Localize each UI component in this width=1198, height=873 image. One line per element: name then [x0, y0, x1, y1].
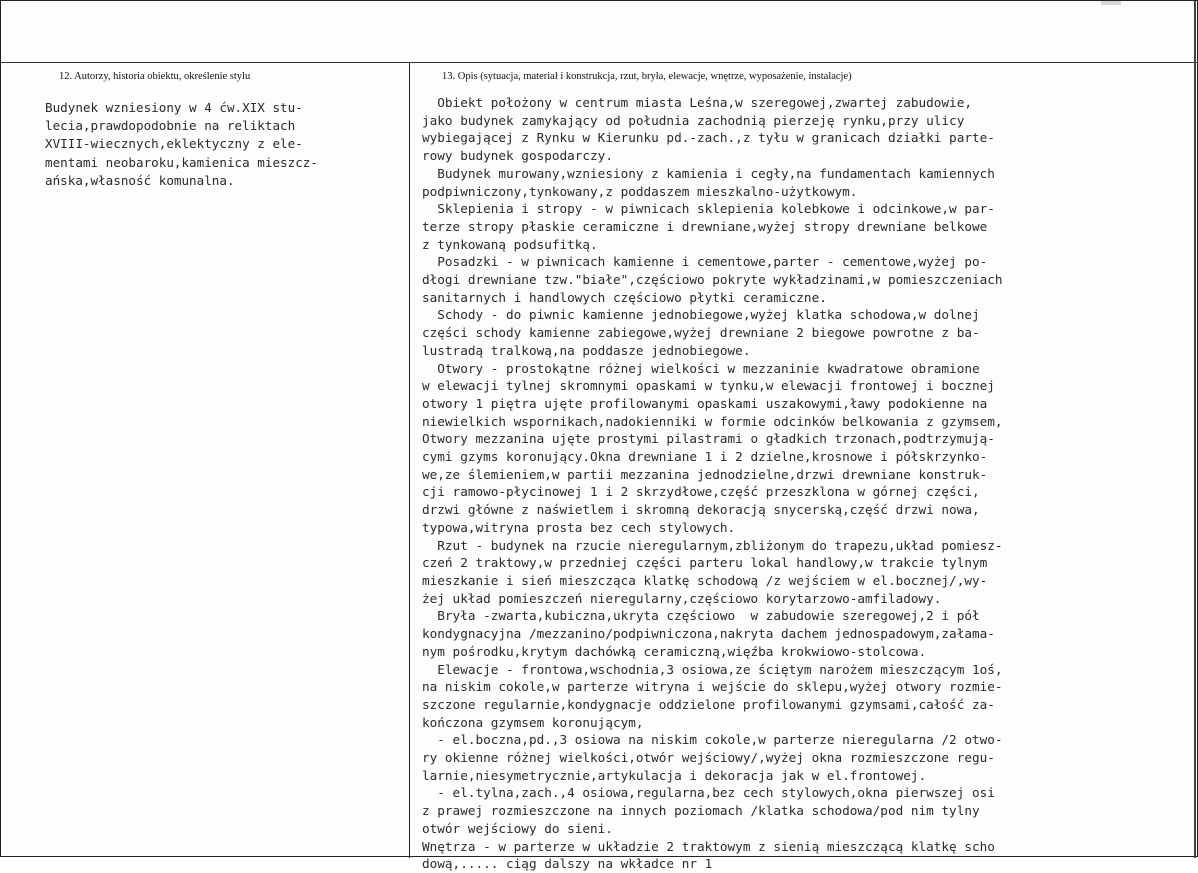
right-border	[1194, 1, 1196, 858]
section-12-title: 12. Autorzy, historia obiektu, określenie stylu	[59, 71, 251, 82]
section-13-title: 13. Opis (sytuacja, materiał i konstrukcja, rzut, bryła, elewacje, wnętrze, wyposażenie, instalacje)	[442, 71, 852, 82]
edge-mark	[1101, 1, 1121, 5]
column-divider	[409, 63, 410, 858]
header-rule	[1, 62, 1198, 63]
section-12-text: Budynek wzniesiony w 4 ćw.XIX stu- lecia,prawdopodobnie na reliktach XVIII-wiecznych,eklektyczny z ele- mentami neobaroku,kamienica mieszcz- ańska,własność komunalna.	[45, 100, 318, 188]
section-13-text: Obiekt położony w centrum miasta Leśna,w szeregowej,zwartej zabudowie, jako budynek zamykający od południa zachodnią pierzeję rynku,przy ulicy wybiegającej z Rynku w Kierunku pd.-zach.,z tyłu w granicach działki parte- rowy budynek gospodarczy. Budynek murowany,wzniesiony z kamienia i cegły,na fundamentach kamiennych podpiwniczony,tynkowany,z poddaszem mieszkalno-użytkowym. Sklepienia i stropy - w piwnicach sklepienia kolebkowe i odcinkowe,w par- terze stropy płaskie ceramiczne i drewniane,wyżej stropy drewniane belkowe z tynkowaną podsufitką. Posadzki - w piwnicach kamienne i cementowe,parter - cementowe,wyżej po- dłogi drewniane tzw."białe",częściowo pokryte wykładzinami,w pomieszczeniach sanitarnych i handlowych częściowo płytki ceramiczne. Schody - do piwnic kamienne jednobiegowe,wyżej klatka schodowa,w dolnej części schody kamienne zabiegowe,wyżej drewniane 2 biegowe powrotne z ba- lustradą tralkową,na poddasze jednobiegowe. Otwory - prostokątne różnej wielkości w mezzaninie kwadratowe obramione w elewacji tylnej skromnymi opaskami w tynku,w elewacji frontowej i bocznej otwory 1 piętra ujęte profilowanymi opaskami uszakowymi,ławy podokienne na niewielkich wspornikach,nadokienniki w formie odcinków belkowania z gzymsem, Otwory mezzanina ujęte prostymi pilastrami o gładkich trzonach,podtrzymują- cymi gzyms koronujący.Okna drewniane 1 i 2 dzielne,krosnowe i półskrzynko- we,ze ślemieniem,w partii mezzanina jednodzielne,drzwi drewniane konstruk- cji ramowo-płycinowej 1 i 2 skrzydłowe,część przeszklona w górnej części, drzwi główne z naświetlem i skromną dekoracją snycerską,część drzwi nowa, typowa,witryna prosta bez cech stylowych. Rzut - budynek na rzucie nieregularnym,zbliżonym do trapezu,układ pomiesz- czeń 2 traktowy,w przedniej części parteru lokal handlowy,w trakcie tylnym mieszkanie i sień mieszcząca klatkę schodową /z wejściem w el.bocznej/,wy- żej układ pomieszczeń nieregularny,częściowo korytarzowo-amfiladowy. Bryła -zwarta,kubiczna,ukryta częściowo w zabudowie szeregowej,2 i pół kondygnacyjna /mezzanino/podpiwniczona,nakryta dachem jednospadowym,załama- nym pośrodku,krytym dachówką ceramiczną,więźba krokwiowo-stolcowa. Elewacje - frontowa,wschodnia,3 osiowa,ze ściętym narożem mieszczącym 1oś, na niskim cokole,w parterze witryna i wejście do sklepu,wyżej otwory rozmie- szczone regularnie,kondygnacje oddzielone profilowanymi gzymsami,całość za- kończona gzymsem koronującym, - el.boczna,pd.,3 osiowa na niskim cokole,w parterze nieregularna /2 otwo- ry okienne różnej wielkości,otwór wejściowy/,wyżej okna rozmieszczone regu- larnie,niesymetrycznie,artykulacja i dekoracja jak w el.frontowej. - el.tylna,zach.,4 osiowa,regularna,bez cech stylowych,okna pierwszej osi z prawej rozmieszczone na innych poziomach /klatka schodowa/pod nim tylny otwór wejściowy do sieni. Wnętrza - w parterze w układzie 2 traktowym z sienią mieszczącą klatkę scho dową,..... ciąg dalszy na wkładce nr 1	[422, 95, 1003, 872]
